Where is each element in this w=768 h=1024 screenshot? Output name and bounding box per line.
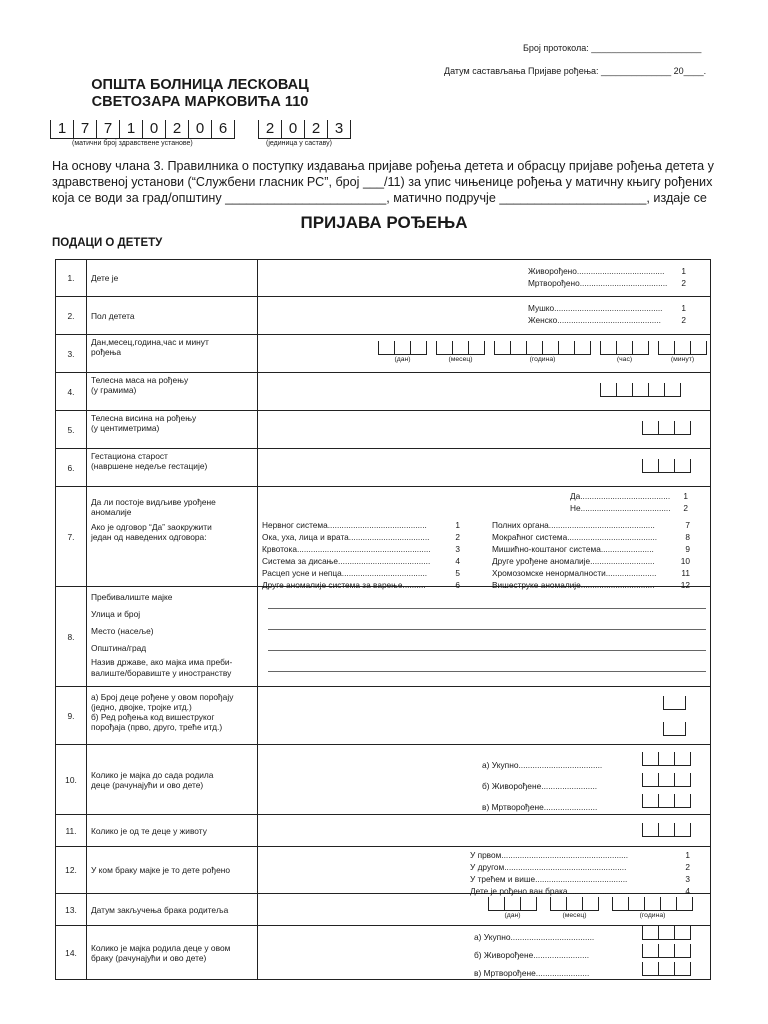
option-text: Расцеп усне и непца..................................... — [262, 568, 428, 578]
anomaly-option[interactable] — [492, 555, 690, 567]
label-line: Гестациона старост — [91, 451, 168, 461]
intro-line: здравственој установи (“Службени гласник РС”, број ___/11) за упис чињенице рођења у матичну књигу рођених — [52, 175, 713, 189]
mother-residence — [258, 587, 711, 687]
stillborn-boxes[interactable] — [642, 962, 691, 976]
row-number: 5. — [56, 411, 87, 449]
option-text: Ока, уха, лица и врата................................... — [262, 532, 430, 542]
birth-datetime — [258, 335, 711, 373]
option-yes[interactable] — [570, 490, 688, 502]
label-line: Место (насеље) — [91, 626, 154, 636]
label-line: порођаја (прво, друго, треће итд.) — [91, 722, 223, 732]
row-10 — [56, 745, 711, 815]
row-13 — [56, 894, 711, 926]
anomaly-option[interactable] — [492, 519, 690, 531]
country-line[interactable] — [268, 670, 706, 672]
year-boxes[interactable] — [612, 897, 693, 919]
row-label — [87, 411, 258, 449]
label-line: (једно, двојке, тројке итд.) — [91, 702, 192, 712]
row-label — [87, 926, 258, 980]
label-line: један од наведених одговора: — [91, 532, 207, 542]
label-line: Ако је одговор “Да” заокружити — [91, 522, 212, 532]
total-label: а) Укупно.................................... — [482, 760, 603, 770]
marriage-option[interactable] — [470, 861, 690, 873]
option-male[interactable] — [528, 302, 686, 314]
option-female[interactable] — [528, 314, 686, 326]
liveborn-label: б) Живорођене........................ — [482, 781, 598, 791]
row-label: Дете је — [87, 260, 258, 297]
option-code: 4 — [455, 556, 460, 566]
label-line: рођења — [91, 347, 122, 357]
option-text: Крвотока.......................................................... — [262, 544, 431, 554]
anomaly-option[interactable] — [262, 543, 460, 555]
row-number: 10. — [56, 745, 87, 815]
digit: 1 — [119, 120, 142, 139]
option-text: Полних органа.............................................. — [492, 520, 655, 530]
row-value — [258, 297, 711, 335]
row-label: Колико је од те деце у животу — [87, 815, 258, 847]
option-code: 1 — [683, 491, 688, 501]
label-line: деце (рачунајући и ово дете) — [91, 779, 204, 790]
row-9 — [56, 687, 711, 745]
row-7 — [56, 487, 711, 587]
label-line: браку (рачунајући и ово дете) — [91, 952, 207, 963]
unit-number-boxes — [258, 120, 351, 139]
row-1 — [56, 260, 711, 297]
option-code: 3 — [685, 874, 690, 884]
option-stillborn[interactable] — [528, 277, 686, 289]
liveborn-boxes[interactable] — [642, 773, 691, 787]
children-alive — [258, 815, 711, 847]
digit: 0 — [188, 120, 211, 139]
option-text: Живорођено...................................... — [528, 266, 665, 276]
option-code: 8 — [685, 532, 690, 542]
option-text: Система за дисање........................................ — [262, 556, 431, 566]
protocol-number-field[interactable]: Број протокола: ______________________ — [523, 43, 702, 53]
option-text: У првом....................................................... — [470, 850, 629, 860]
label-line: а) Број деце рођене у овом порођају — [91, 692, 234, 702]
option-code: 2 — [685, 862, 690, 872]
option-text: Друге аномалије система за варење.......... — [262, 580, 426, 590]
anomaly-option[interactable] — [262, 555, 460, 567]
option-code: 11 — [681, 568, 690, 578]
row-number: 6. — [56, 449, 87, 487]
digit: 2 — [165, 120, 188, 139]
row-number: 7. — [56, 487, 87, 587]
intro-paragraph — [52, 158, 742, 206]
document-title: ПРИЈАВА РОЂЕЊА — [300, 213, 468, 232]
option-text: Нервног система........................................... — [262, 520, 427, 530]
children-born — [258, 745, 711, 815]
children-in-marriage — [258, 926, 711, 980]
row-number: 11. — [56, 815, 87, 847]
anomaly-option[interactable] — [262, 531, 460, 543]
option-code: 10 — [680, 556, 690, 566]
option-code: 1 — [685, 850, 690, 860]
stillborn-label: в) Мртворођене....................... — [482, 802, 598, 812]
row-11 — [56, 815, 711, 847]
row-number: 1. — [56, 260, 87, 297]
option-code: 5 — [455, 568, 460, 578]
digit: 3 — [327, 120, 351, 139]
row-label: У ком браку мајке је то дете рођено — [87, 847, 258, 894]
option-text: Не....................................... — [570, 503, 671, 513]
digit: 2 — [258, 120, 281, 139]
row-number: 4. — [56, 373, 87, 411]
digit: 6 — [211, 120, 235, 139]
label-line: Пребивалиште мајке — [91, 592, 173, 602]
alive-boxes[interactable] — [642, 823, 691, 837]
caption: (месец) — [562, 912, 587, 919]
option-text: У другом..................................................... — [470, 862, 627, 872]
row-label: Пол детета — [87, 297, 258, 335]
reg-caption: (матични број здравствене установе) — [72, 140, 193, 147]
marriage-option[interactable] — [470, 873, 690, 885]
anomaly-option[interactable] — [262, 519, 460, 531]
label-line: Колико је мајка до сада родила — [91, 769, 214, 780]
month-boxes[interactable] — [436, 341, 485, 363]
anomaly-option[interactable] — [492, 567, 690, 579]
option-text: Мишићно-коштаног система....................... — [492, 544, 654, 554]
digit: 0 — [142, 120, 165, 139]
row-2 — [56, 297, 711, 335]
digit: 0 — [281, 120, 304, 139]
anomalies — [258, 487, 711, 590]
row-value — [258, 260, 711, 297]
digit: 1 — [50, 120, 73, 139]
anomaly-option[interactable] — [262, 567, 460, 579]
row-12 — [56, 847, 711, 894]
caption: (час) — [616, 356, 633, 363]
caption: (година) — [529, 356, 556, 363]
row-number: 3. — [56, 335, 87, 373]
hospital-name — [50, 77, 350, 111]
row-number: 8. — [56, 587, 87, 687]
label-line: б) Ред рођења код вишеструког — [91, 712, 215, 722]
caption: (дан) — [394, 356, 411, 363]
anomaly-option[interactable] — [492, 543, 690, 555]
label-line: Телесна маса на рођењу — [91, 375, 189, 385]
count-box[interactable] — [663, 696, 686, 710]
option-liveborn[interactable] — [528, 265, 686, 277]
option-code: 9 — [685, 544, 690, 554]
day-boxes[interactable] — [378, 341, 427, 363]
option-code: 1 — [681, 266, 686, 276]
row-number: 14. — [56, 926, 87, 980]
total-boxes[interactable] — [642, 752, 691, 766]
option-text: Да....................................... — [570, 491, 671, 501]
gestation-field[interactable] — [258, 449, 711, 487]
unit-caption: (јединица у саставу) — [266, 140, 332, 147]
digit: 7 — [73, 120, 96, 139]
row-4 — [56, 373, 711, 411]
hour-boxes[interactable] — [600, 341, 649, 363]
row-14 — [56, 926, 711, 980]
liveborn-boxes[interactable] — [642, 944, 691, 958]
row-label: Датум закључења брака родитеља — [87, 894, 258, 926]
order-box[interactable] — [663, 722, 686, 736]
row-number: 9. — [56, 687, 87, 745]
label-line: Да ли постоје видљиве урођене — [91, 497, 216, 507]
weight-field[interactable] — [258, 373, 711, 411]
row-label — [87, 745, 258, 815]
option-text: Женско............................................. — [528, 315, 661, 325]
option-text: Мокраћног система....................................... — [492, 532, 658, 542]
label-line: Улица и број — [91, 609, 141, 619]
option-text: Друге урођене аномалије............................ — [492, 556, 655, 566]
row-3 — [56, 335, 711, 373]
digit: 7 — [96, 120, 119, 139]
birth-order — [258, 687, 711, 745]
marriage-order — [258, 847, 711, 894]
stillborn-boxes[interactable] — [642, 794, 691, 808]
row-number: 2. — [56, 297, 87, 335]
option-code: 7 — [685, 520, 690, 530]
total-label: а) Укупно.................................... — [474, 932, 595, 942]
option-text: Мртворођено...................................... — [528, 278, 668, 288]
report-date-field[interactable]: Датум састављања Пријаве рођења: ______________ 20____. — [444, 66, 707, 76]
anomaly-option[interactable] — [492, 531, 690, 543]
option-code: 2 — [455, 532, 460, 542]
option-no[interactable] — [570, 502, 688, 514]
label-line: валиште/боравиште у иностранству — [91, 668, 232, 678]
registration-number-boxes — [50, 120, 235, 139]
row-label — [87, 587, 258, 687]
option-text: Хромозомске ненормалности...................... — [492, 568, 657, 578]
row-label — [87, 449, 258, 487]
label-line: (у центиметрима) — [91, 423, 160, 433]
row-label — [87, 687, 258, 745]
section-title: ПОДАЦИ О ДЕТЕТУ — [52, 237, 163, 249]
option-code: 1 — [681, 303, 686, 313]
label-line: Назив државе, ако мајка има преби- — [91, 657, 233, 667]
year-boxes[interactable] — [494, 341, 591, 363]
label-line: Колико је мајка родила деце у овом — [91, 942, 231, 953]
month-boxes[interactable] — [550, 897, 599, 919]
label-line: Дан,месец,година,час и минут — [91, 337, 209, 347]
day-boxes[interactable] — [488, 897, 537, 919]
row-label — [87, 373, 258, 411]
caption: (дан) — [504, 912, 521, 919]
option-code: 4 — [685, 886, 690, 896]
child-data-table — [55, 259, 711, 980]
label-line: Општина/град — [91, 643, 147, 653]
row-number: 13. — [56, 894, 87, 926]
hospital-line1: ОПШТА БОЛНИЦА ЛЕСКОВАЦ — [91, 77, 309, 93]
height-field[interactable] — [258, 411, 711, 449]
intro-line: На основу члана 3. Правилника о поступку издавања пријаве рођења детета и обрасцу пријаве рођења детета у — [52, 159, 714, 173]
total-boxes[interactable] — [642, 926, 691, 940]
row-number: 12. — [56, 847, 87, 894]
label-line: аномалије — [91, 507, 132, 517]
option-code: 2 — [681, 315, 686, 325]
option-code: 12 — [680, 580, 690, 590]
option-text: Дете је рођено ван брака........................... — [470, 886, 630, 896]
caption: (месец) — [448, 356, 473, 363]
row-8 — [56, 587, 711, 687]
option-code: 6 — [455, 580, 460, 590]
option-code: 2 — [683, 503, 688, 513]
row-label — [87, 335, 258, 373]
hospital-line2: СВЕТОЗАРА МАРКОВИЋА 110 — [91, 94, 309, 110]
option-code: 1 — [455, 520, 460, 530]
marriage-option[interactable] — [470, 849, 690, 861]
caption: (минут) — [670, 356, 695, 363]
row-5 — [56, 411, 711, 449]
option-code: 2 — [681, 278, 686, 288]
option-text: У трећем и више........................................ — [470, 874, 628, 884]
option-text: Вишеструке аномалије................................ — [492, 580, 655, 590]
caption: (година) — [639, 912, 666, 919]
label-line: (навршене недеље гестације) — [91, 461, 208, 471]
marriage-date — [258, 894, 711, 926]
digit: 2 — [304, 120, 327, 139]
liveborn-label: б) Живорођене........................ — [474, 950, 590, 960]
label-line: (у грамима) — [91, 385, 137, 395]
minute-boxes[interactable] — [658, 341, 707, 363]
option-code: 3 — [455, 544, 460, 554]
option-text: Мушко............................................... — [528, 303, 663, 313]
stillborn-label: в) Мртворођене....................... — [474, 968, 590, 978]
row-label — [87, 487, 258, 587]
intro-line: која се води за град/општину _______________________, матично подручје _____________________, издаје се — [52, 191, 707, 205]
row-6 — [56, 449, 711, 487]
label-line: Телесна висина на рођењу — [91, 413, 197, 423]
